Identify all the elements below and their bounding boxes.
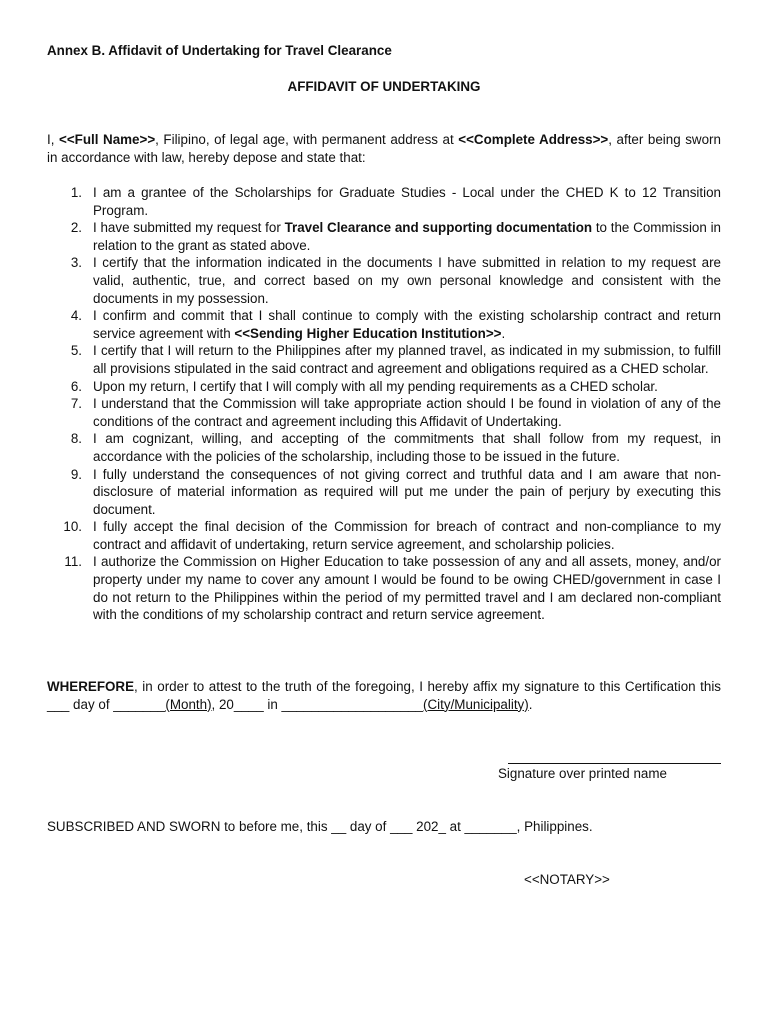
list-item	[47, 219, 721, 254]
undertaking-list	[47, 184, 721, 624]
item-bold-text: Travel Clearance and supporting documentation	[284, 220, 593, 236]
list-item	[47, 342, 721, 377]
item-text: I certify that I will return to the Philippines after my planned travel, as indicated in my submission, to fulfill all provisions stipulated in the said contract and agreement and obligations required as a CHED scholar.	[93, 343, 721, 376]
item-text: I confirm and commit that I shall continue to comply with the existing scholarship contract and return service agreement with	[93, 308, 721, 341]
document-title: AFFIDAVIT OF UNDERTAKING	[287, 79, 481, 94]
item-number: 2.	[70, 220, 82, 236]
list-item	[47, 395, 721, 430]
wherefore-text-2: , 20____ in ___________________	[211, 696, 424, 712]
list-item	[47, 466, 721, 519]
item-text: I fully accept the final decision of the Commission for breach of contract and non-compliance to my contract and affidavit of undertaking, return service agreement, and scholarship policies.	[93, 519, 721, 552]
item-number: 9.	[70, 466, 82, 482]
item-text: to the Commission in relation to the grant as stated above.	[93, 220, 721, 253]
list-item	[47, 254, 721, 307]
list-item	[47, 307, 721, 342]
signature-label: Signature over printed name	[498, 766, 667, 781]
notary-placeholder: <<NOTARY>>	[524, 872, 610, 887]
intro-text-1: I,	[47, 132, 60, 147]
city-placeholder: (City/Municipality)	[423, 696, 529, 712]
annex-title: Annex B. Affidavit of Undertaking for Travel Clearance	[47, 43, 392, 58]
item-number: 10.	[63, 519, 82, 535]
item-number: 5.	[70, 343, 82, 359]
full-name-placeholder: <<Full Name>>	[59, 132, 156, 147]
item-number: 11.	[64, 554, 82, 570]
item-text: .	[501, 325, 506, 341]
wherefore-text-1: , in order to attest to the truth of the foregoing, I hereby affix my signature to this Certification this ___ day of _______	[47, 679, 721, 712]
item-number: 4.	[70, 308, 82, 324]
list-item	[47, 553, 721, 623]
list-item	[47, 518, 721, 553]
item-text: I understand that the Commission will take appropriate action should I be found in violation of any of the conditions of the contract and agreement including this Affidavit of Undertaking.	[93, 396, 721, 429]
item-text: I am cognizant, willing, and accepting of the commitments that shall follow from my request, in accordance with the policies of the scholarship, including those to be issued in the future.	[93, 431, 721, 464]
item-number: 3.	[70, 255, 82, 271]
subscribed-sworn-statement: SUBSCRIBED AND SWORN to before me, this __ day of ___ 202_ at _______, Philippines.	[47, 819, 593, 834]
item-number: 1.	[70, 185, 82, 200]
item-number: 7.	[70, 396, 82, 412]
item-text: I certify that the information indicated in the documents I have submitted in relation to my request are valid, authentic, true, and correct based on my own personal knowledge and consistent with the documents in my possession.	[93, 255, 721, 306]
item-text: Upon my return, I certify that I will comply with all my pending requirements as a CHED scholar.	[93, 378, 658, 394]
item-text: I authorize the Commission on Higher Education to take possession of any and all assets, money, and/or property under my name to cover any amount I would be found to be owing CHED/government in case I do not return to the Philippines within the period of my permitted travel and I am declared non-compliant with the conditions of my scholarship contract and return service agreement.	[93, 554, 721, 623]
address-placeholder: <<Complete Address>>	[458, 132, 609, 147]
list-item	[47, 430, 721, 465]
item-number: 8.	[70, 431, 82, 447]
month-placeholder: (Month)	[165, 696, 212, 712]
item-number: 6.	[70, 378, 82, 394]
item-bold-text: <<Sending Higher Education Institution>>	[234, 325, 502, 341]
wherefore-text-3: .	[528, 696, 533, 712]
signature-line	[508, 763, 721, 764]
intro-paragraph	[47, 131, 721, 166]
item-text: I have submitted my request for	[93, 220, 285, 236]
item-text: I fully understand the consequences of not giving correct and truthful data and I am aware that non-disclosure of material information as required will put me under the pain of perjury by executing this document.	[93, 466, 721, 517]
list-item	[47, 184, 721, 219]
intro-text-2: , Filipino, of legal age, with permanent address at	[155, 132, 459, 147]
wherefore-paragraph	[47, 678, 721, 713]
item-text: I am a grantee of the Scholarships for Graduate Studies - Local under the CHED K to 12 Transition Program.	[93, 185, 721, 218]
wherefore-keyword: WHEREFORE	[47, 679, 135, 694]
intro-text-3: , after being sworn in accordance with law, hereby depose and state that:	[47, 132, 721, 165]
list-item	[47, 378, 721, 396]
